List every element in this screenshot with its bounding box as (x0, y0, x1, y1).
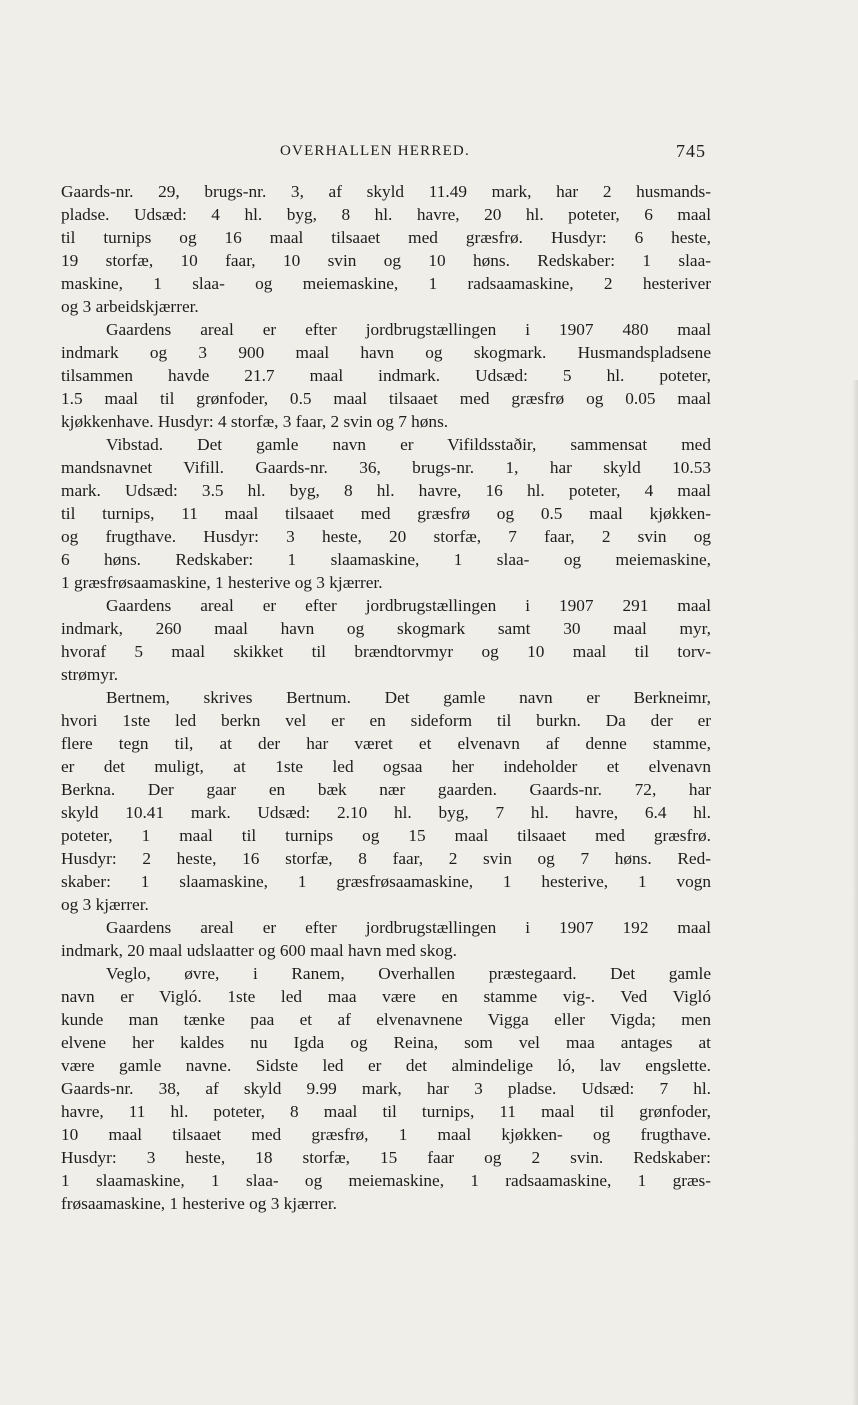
text-line: indmark, 260 maal havn og skogmark samt 30 maal myr, (61, 619, 711, 638)
text-line: pladse. Udsæd: 4 hl. byg, 8 hl. havre, 20 hl. poteter, 6 maal (61, 205, 711, 224)
text-line: 1 slaamaskine, 1 slaa- og meiemaskine, 1 radsaamaskine, 1 græs- (61, 1171, 711, 1190)
text-line: til turnips og 16 maal tilsaaet med græsfrø. Husdyr: 6 heste, (61, 228, 711, 247)
text-line: poteter, 1 maal til turnips og 15 maal tilsaaet med græsfrø. (61, 826, 711, 845)
text-line: til turnips, 11 maal tilsaaet med græsfrø og 0.5 maal kjøkken- (61, 504, 711, 523)
text-line: Berkna. Der gaar en bæk nær gaarden. Gaards-nr. 72, har (61, 780, 711, 799)
page-edge-shadow (852, 380, 858, 1405)
page-header (0, 139, 858, 163)
text-line: Gaardens areal er efter jordbrugstællingen i 1907 291 maal (106, 596, 711, 615)
text-line: Gaards-nr. 38, af skyld 9.99 mark, har 3 pladse. Udsæd: 7 hl. (61, 1079, 711, 1098)
text-line: og 3 arbeidskjærrer. (61, 297, 199, 316)
text-line: frøsaamaskine, 1 hesterive og 3 kjærrer. (61, 1194, 337, 1213)
text-line: indmark og 3 900 maal havn og skogmark. Husmandspladsene (61, 343, 711, 362)
text-line: være gamle navne. Sidste led er det almindelige ló, lav engslette. (61, 1056, 711, 1075)
text-line: Gaardens areal er efter jordbrugstællingen i 1907 480 maal (106, 320, 711, 339)
text-line: mark. Udsæd: 3.5 hl. byg, 8 hl. havre, 16 hl. poteter, 4 maal (61, 481, 711, 500)
text-line: Veglo, øvre, i Ranem, Overhallen præstegaard. Det gamle (106, 964, 711, 983)
text-line: og frugthave. Husdyr: 3 heste, 20 storfæ, 7 faar, 2 svin og (61, 527, 711, 546)
text-line: elvene her kaldes nu Igda og Reina, som vel maa antages at (61, 1033, 711, 1052)
text-line: havre, 11 hl. poteter, 8 maal til turnips, 11 maal til grønfoder, (61, 1102, 711, 1121)
text-line: 1 græsfrøsaamaskine, 1 hesterive og 3 kjærrer. (61, 573, 383, 592)
text-line: hvoraf 5 maal skikket til brændtorvmyr og 10 maal til torv- (61, 642, 711, 661)
text-line: tilsammen havde 21.7 maal indmark. Udsæd: 5 hl. poteter, (61, 366, 711, 385)
text-line: er det muligt, at 1ste led ogsaa her indeholder et elvenavn (61, 757, 711, 776)
text-line: mandsnavnet Vifill. Gaards-nr. 36, brugs-nr. 1, har skyld 10.53 (61, 458, 711, 477)
text-line: 10 maal tilsaaet med græsfrø, 1 maal kjøkken- og frugthave. (61, 1125, 711, 1144)
text-line: navn er Vigló. 1ste led maa være en stamme vig-. Ved Vigló (61, 987, 711, 1006)
text-line: strømyr. (61, 665, 119, 684)
text-line: kunde man tænke paa et af elvenavnene Vigga eller Vigda; men (61, 1010, 711, 1029)
text-line: skaber: 1 slaamaskine, 1 græsfrøsaamaskine, 1 hesterive, 1 vogn (61, 872, 711, 891)
text-line: 6 høns. Redskaber: 1 slaamaskine, 1 slaa- og meiemaskine, (61, 550, 711, 569)
text-line: Husdyr: 2 heste, 16 storfæ, 8 faar, 2 svin og 7 høns. Red- (61, 849, 711, 868)
text-line: 1.5 maal til grønfoder, 0.5 maal tilsaaet med græsfrø og 0.05 maal (61, 389, 711, 408)
text-line: Gaardens areal er efter jordbrugstællingen i 1907 192 maal (106, 918, 711, 937)
text-line: flere tegn til, at der har været et elvenavn af denne stamme, (61, 734, 711, 753)
text-line: Husdyr: 3 heste, 18 storfæ, 15 faar og 2 svin. Redskaber: (61, 1148, 711, 1167)
text-line: Vibstad. Det gamle navn er Vifildsstaðir, sammensat med (106, 435, 711, 454)
text-line: Gaards-nr. 29, brugs-nr. 3, af skyld 11.49 mark, har 2 husmands- (61, 182, 711, 201)
text-line: og 3 kjærrer. (61, 895, 149, 914)
text-line: 19 storfæ, 10 faar, 10 svin og 10 høns. Redskaber: 1 slaa- (61, 251, 711, 270)
text-line: Bertnem, skrives Bertnum. Det gamle navn er Berkneimr, (106, 688, 711, 707)
text-line: hvori 1ste led berkn vel er en sideform til burkn. Da der er (61, 711, 711, 730)
text-line: kjøkkenhave. Husdyr: 4 storfæ, 3 faar, 2 svin og 7 høns. (61, 412, 449, 431)
text-line: skyld 10.41 mark. Udsæd: 2.10 hl. byg, 7 hl. havre, 6.4 hl. (61, 803, 711, 822)
text-line: indmark, 20 maal udslaatter og 600 maal havn med skog. (61, 941, 457, 960)
text-line: maskine, 1 slaa- og meiemaskine, 1 radsaamaskine, 2 hesteriver (61, 274, 711, 293)
running-title: OVERHALLEN HERRED. (280, 143, 470, 159)
page-number: 745 (676, 141, 706, 161)
